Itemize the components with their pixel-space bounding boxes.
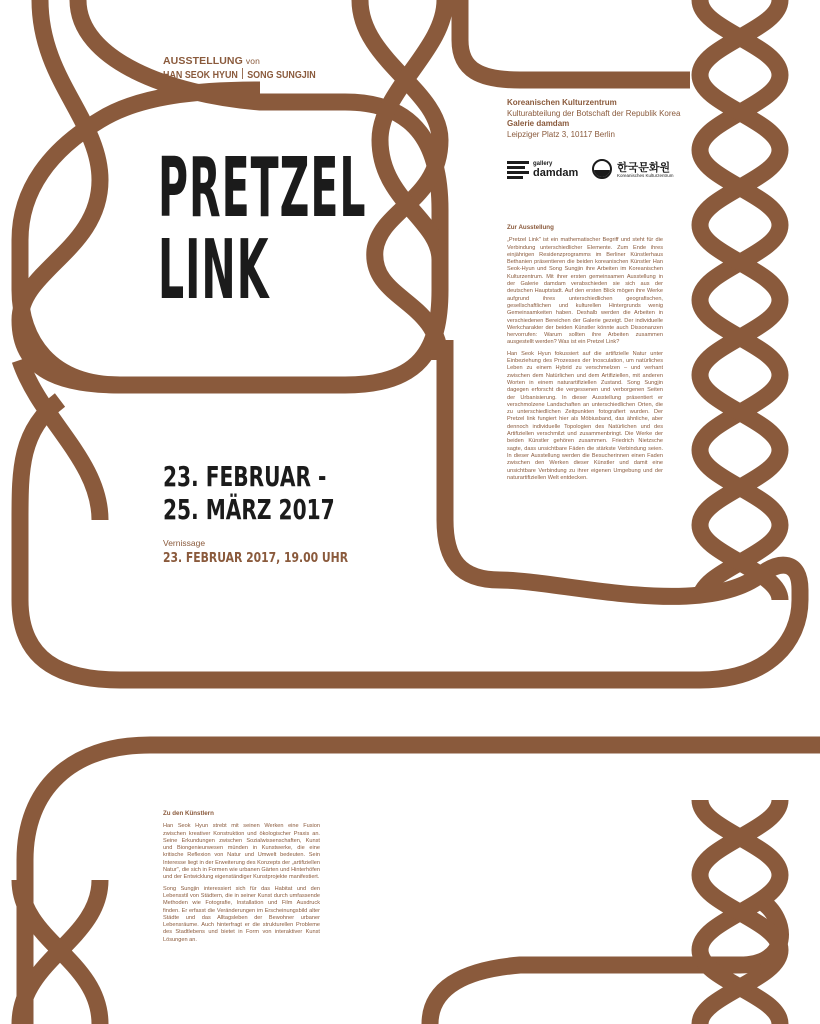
- opening-label: Vernissage: [163, 538, 206, 548]
- about-exhibition: [507, 224, 663, 486]
- artists-paragraph-1: Han Seok Hyun strebt mit seinen Werken eine Fusion zwischen kreativer Konstruktion und ökologischer Praxis an. Seine Erkundungen zwischen Sozialwissenschaften, Kunst und Biongenieurwesen münden in Kunstwerke, die eine kritische Reflexion von Natur und Umwelt bedeuten. Sein Interesse liegt in der Erweiterung des Konzepts der „artifiziellen Natur", die sich in Formen wie urbanen Gärten und Hinterhöfen und der Entwicklung eigenständiger Kunstprojekte manifestiert.: [163, 823, 320, 881]
- about-paragraph-2: Han Seok Hyun fokussiert auf die artifizielle Natur unter Einbeziehung des Prozesses der Inosculation, um natürliches Leben zu einem Hybrid zu verschmelzen – und verhant zwischen dem Natürlichen und dem Artifiziellen, mit anderen Worten in einem naturartifiziellen Zustand. Song Sungjin dagegen erforscht die vergessenen und verborgenen Seiten der Urbanisierung. In dieser Ausstellung präsentiert er verschmolzene Landschaften an unterschiedlichen Orten, die zu unterschiedlichen Zeitpunkten fotografiert wurden. Der Pretzel link fungiert hier als Möbiusband, das ähnliche, aber dennoch individuelle Topologien des Natürlichen und des Artifiziellen verschmilzt und zusammenbringt. Die Werke der beiden Künstler gehören zusammen. Friedrich Nietzsche sagte, dass unsichtbare Fäden die stärkste Verbindung seien. In dieser Ausstellung werden die Besucherinnen einen Faden zwischen den Werken dieser Künstler und damit eine unsichtbare Verbindung zu ihrer eigenen Umgebung und der naturartifiziellen Welt entdecken.: [507, 350, 663, 481]
- about-artists: [163, 810, 320, 948]
- name-separator: [242, 68, 243, 79]
- title-line-2: LINK: [158, 223, 270, 318]
- exhibition-title: [158, 141, 367, 318]
- by-word: von: [245, 56, 260, 66]
- venue-address: Leipziger Platz 3, 10117 Berlin: [507, 129, 615, 139]
- sponsor-logos: [507, 157, 677, 187]
- exhibition-heading: [163, 54, 403, 83]
- venue-name: Koreanischen Kulturzentrum: [507, 98, 617, 107]
- artist-names: [163, 68, 367, 83]
- kcc-emblem-icon: [592, 159, 612, 179]
- gallery-damdam-logo: [507, 157, 587, 185]
- venue-gallery: Galerie damdam: [507, 119, 570, 128]
- title-line-1: PRETZEL: [158, 141, 367, 236]
- artist-name-2: SONG SUNGJIN: [247, 69, 316, 81]
- exhibition-dates: [163, 460, 401, 526]
- logo-damdam-word: damdam: [533, 167, 579, 179]
- date-end: 25. MÄRZ 2017: [163, 493, 335, 526]
- korean-cultural-center-logo: [592, 157, 682, 185]
- kcc-subtitle: Koreanisches Kulturzentrum: [617, 173, 674, 178]
- right-loop: [460, 0, 690, 80]
- venue-department: Kulturabteilung der Botschaft der Republik Korea: [507, 108, 681, 118]
- exhibition-word: AUSSTELLUNG: [163, 55, 243, 67]
- venue-info: [507, 98, 697, 140]
- date-start: 23. FEBRUAR -: [163, 460, 327, 493]
- artist-name-1: HAN SEOK HYUN: [163, 69, 238, 81]
- opening-info: [163, 537, 403, 567]
- opening-date: 23. FEBRUAR 2017, 19.00 UHR: [163, 550, 349, 566]
- logo-gallery-word: gallery: [533, 161, 553, 167]
- about-heading: Zur Ausstellung: [507, 224, 554, 231]
- artists-heading: Zu den Künstlern: [163, 810, 214, 817]
- exhibition-label: [163, 54, 403, 68]
- artists-paragraph-2: Song Sungjin interessiert sich für das Habitat und den Lebensstil von Städtern, die in seiner Kunst durch umfassende Methoden wie Fotografie, Installation und Film Ausdruck finden. Er erfasst die Veränderungen im Erscheinungsbild alter Städte und das Alltagsleben der Bewohner urbaner Lebensräume. Auch hinterfragt er die strukturellen Probleme des Stadtlebens und bietet in Form von interaktiver Kunst Lösungen an.: [163, 885, 320, 943]
- kcc-korean-name: 한국문화원: [617, 162, 671, 174]
- about-paragraph-1: „Pretzel Link" ist ein mathematischer Begriff und steht für die Verbindung unterschiedlicher Elemente. Zum Ende ihres einjährigen Residenzprogramms im Berliner Künstlerhaus Bethanien präsentieren die beiden koreanischen Künstler Han Seok-Hyun und Song Sungjin ihre Arbeiten im Koreanischen Kulturzentrum. Mit ihrer ersten gemeinsamen Ausstellung in der Galerie damdam verabschieden sie sich aus der deutschen Hauptstadt. Auf den ersten Blick mögen ihre Werke aufgrund ihres unterschiedlichen geografischen, gesellschaftlichen und kulturellen Hintergrunds wenig Gemeinsamkeiten haben. Deshalb werden die Arbeiten in verschiedenen Bereichen der Galerie gezeigt. Der individuelle Werkcharakter der beiden Künstler könnte auch Dissonanzen hervorrufen: Warum sollten ihre Arbeiten zusammen ausgestellt werden? Was ist ein Pretzel Link?: [507, 237, 663, 346]
